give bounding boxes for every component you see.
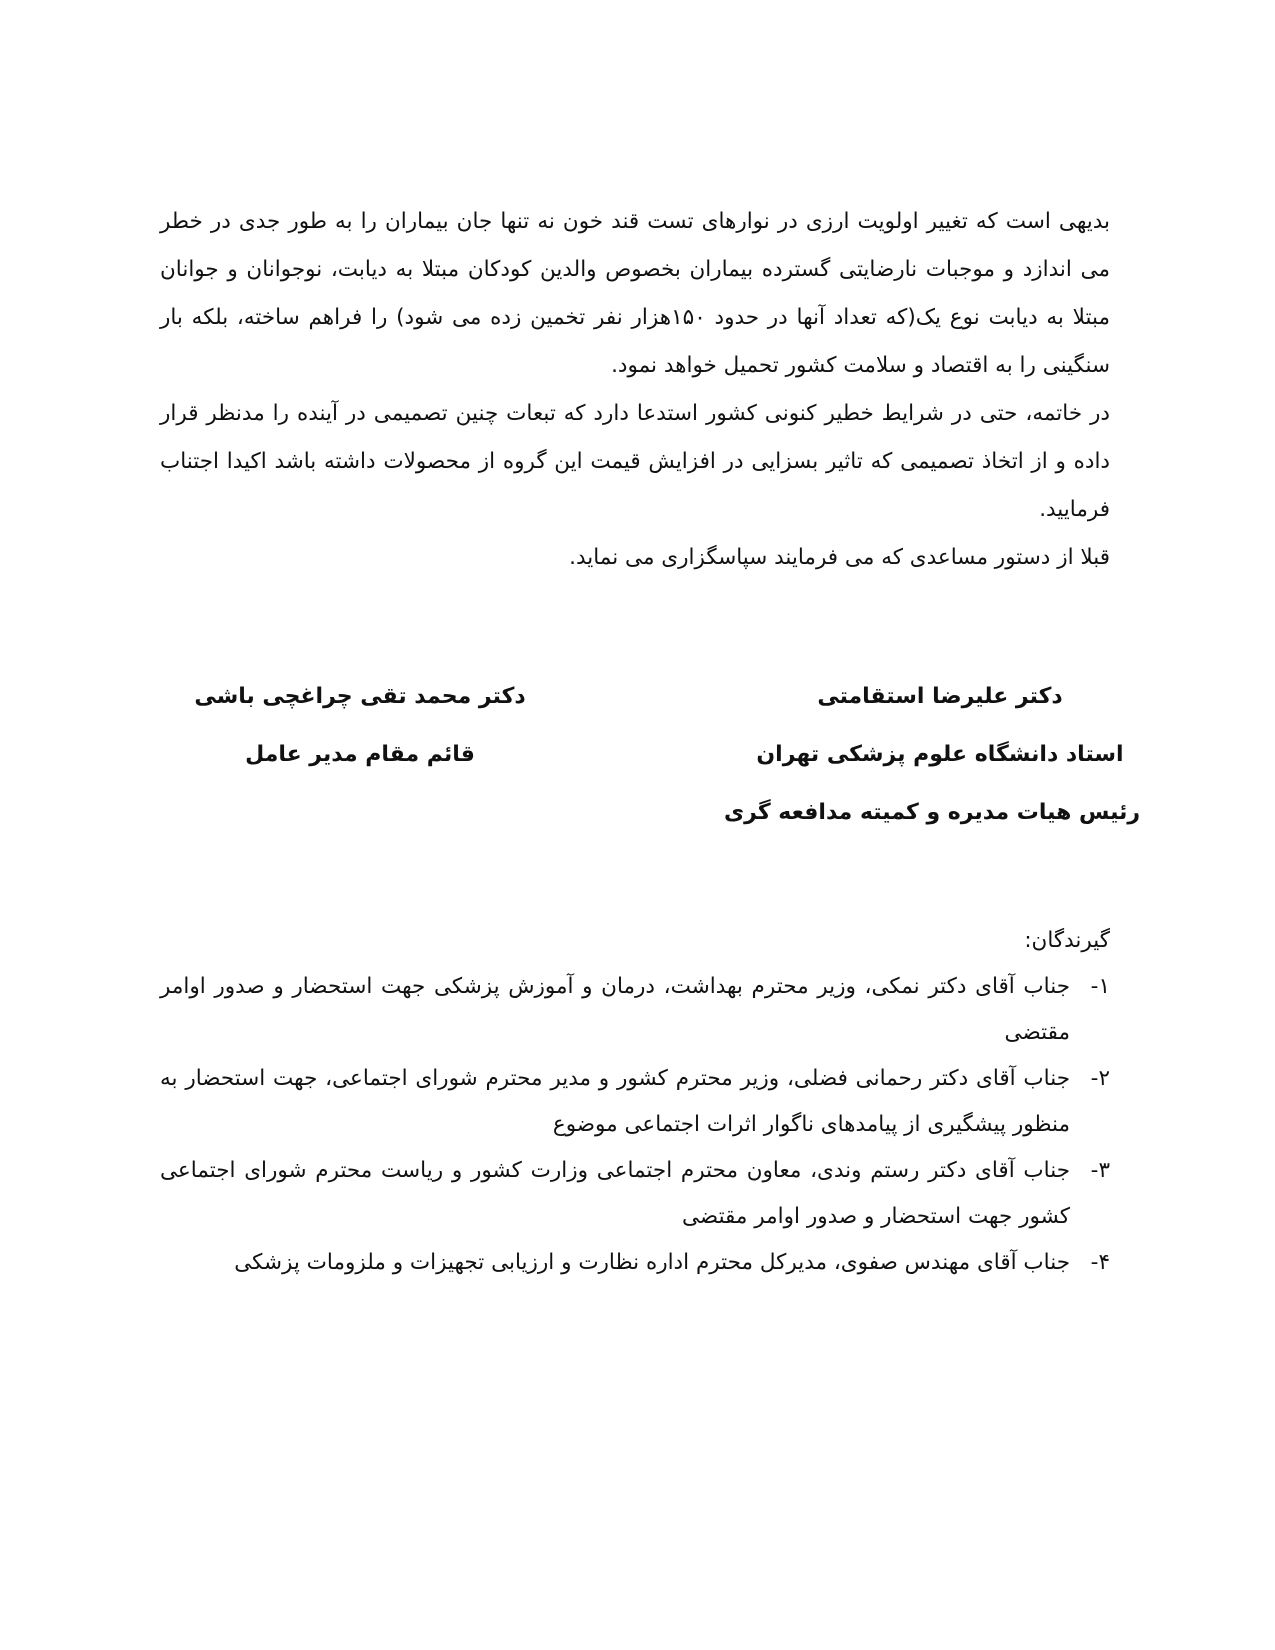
recipient-text: جناب آقای دکتر رحمانی فضلی، وزیر محترم کشور و مدیر محترم شورای اجتماعی، جهت استحضار به منظور پیشگیری از پیامدهای ناگوار اثرات اجتماعی موضوع (160, 1066, 1070, 1137)
body-paragraph-3: قبلا از دستور مساعدی که می فرمایند سپاسگزاری می نماید. (569, 545, 1110, 570)
recipient-item (160, 964, 1110, 1056)
signatory-title: قائم مقام مدیر عامل (245, 742, 475, 767)
recipient-item (160, 1056, 1110, 1148)
recipient-number: ۲- (1090, 1066, 1110, 1091)
signature-block-left (190, 668, 530, 784)
recipients-heading: گیرندگان: (1024, 928, 1110, 953)
recipient-text: جناب آقای دکتر نمکی، وزیر محترم بهداشت، درمان و آموزش پزشکی جهت استحضار و صدور اوامر مقتضی (160, 974, 1070, 1045)
recipients-list (160, 964, 1110, 1286)
recipients-section (160, 918, 1110, 1286)
signatory-name: دکتر محمد تقی چراغچی باشی (194, 684, 526, 709)
signatory-name: دکتر علیرضا استقامتی (817, 684, 1063, 709)
recipient-item (160, 1240, 1110, 1286)
recipient-text: جناب آقای دکتر رستم وندی، معاون محترم اجتماعی وزارت کشور و ریاست محترم شورای اجتماعی کشور جهت استحضار و صدور اوامر مقتضی (160, 1158, 1070, 1229)
letter-body (160, 198, 1110, 582)
body-paragraph-1: بدیهی است که تغییر اولویت ارزی در نوارهای تست قند خون نه تنها جان بیماران را به طور جدی در خطر می اندازد و موجبات نارضایتی گسترده بیماران بخصوص والدین کودکان مبتلا به دیابت، نوجوانان و جوانان مبتلا به دیابت نوع یک(که تعداد آنها در حدود ۱۵۰هزار نفر تخمین زده می شود) را فراهم ساخته، بلکه بار سنگینی را به اقتصاد و سلامت کشور تحمیل خواهد نمود. (160, 209, 1110, 378)
recipient-number: ۴- (1090, 1250, 1110, 1275)
recipient-item (160, 1148, 1110, 1240)
body-paragraph-2: در خاتمه، حتی در شرایط خطیر کنونی کشور استدعا دارد که تبعات چنین تصمیمی در آینده را مدنظر قرار داده و از اتخاذ تصمیمی که تاثیر بسزایی در افزایش قیمت این گروه از محصولات داشته باشد اکیدا اجتناب فرمایید. (160, 401, 1110, 522)
recipient-text: جناب آقای مهندس صفوی، مدیرکل محترم اداره نظارت و ارزیابی تجهیزات و ملزومات پزشکی (234, 1250, 1070, 1275)
signatory-title: رئیس هیات مدیره و کمیته مدافعه گری (723, 800, 1140, 825)
signature-block-right (723, 668, 1140, 842)
signatory-title: استاد دانشگاه علوم پزشکی تهران (756, 742, 1124, 767)
recipient-number: ۱- (1090, 974, 1110, 999)
recipient-number: ۳- (1090, 1158, 1110, 1183)
